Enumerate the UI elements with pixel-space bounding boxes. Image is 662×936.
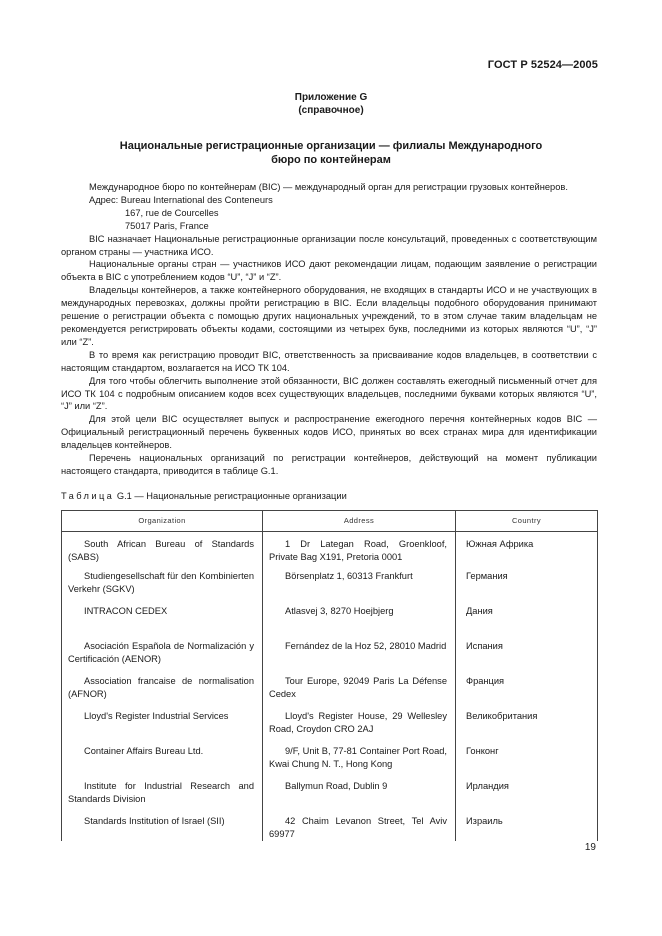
country-cell: Испания	[456, 640, 598, 675]
organization-cell: INTRACON CEDEX	[84, 606, 168, 616]
table-row	[62, 710, 598, 745]
paragraph: Для этой цели BIC осуществляет выпуск и распространение ежегодного перечня контейнерных кодов BIC — Официальный регистрационный перечень буквенных кодов ИСО, принятых во всех странах мира для идентификации владельцев контейнеров.	[61, 414, 597, 451]
address-cell: Fernández de la Hoz 52, 28010 Madrid	[285, 641, 447, 651]
organization-cell: Standards Institution of Israel (SII)	[84, 816, 225, 826]
organizations-table	[61, 510, 598, 841]
organization-cell: Lloyd's Register Industrial Services	[84, 711, 229, 721]
country-cell: Южная Африка	[456, 532, 598, 571]
table-row	[62, 745, 598, 780]
address-line: 75017 Paris, France	[125, 220, 209, 231]
organization-cell: Asociación Española de Normalización y Certificación (AENOR)	[68, 641, 254, 664]
country-cell: Гонконг	[456, 745, 598, 780]
organization-cell: Container Affairs Bureau Ltd.	[84, 746, 204, 756]
country-cell: Германия	[456, 570, 598, 605]
appendix-title-line-2: бюро по контейнерам	[271, 154, 391, 166]
country-cell: Израиль	[456, 815, 598, 841]
appendix-label: Приложение G	[294, 92, 368, 103]
table-row	[62, 570, 598, 605]
page-number: 19	[584, 842, 596, 853]
organization-cell: Institute for Industrial Research and Standards Division	[68, 781, 254, 804]
organization-cell: South African Bureau of Standards (SABS)	[68, 539, 254, 562]
table-row	[62, 815, 598, 841]
paragraph: Для того чтобы облегчить выполнение этой обязанности, BIC должен составлять ежегодный письменный отчет для ИСО ТК 104 с подробным описанием кодов всех существующих владельцев, последними буквами которых являются “U”, “J” или “Z”.	[61, 375, 597, 412]
organization-cell: Studiengesellschaft für den Kombinierten Verkehr (SGKV)	[68, 571, 254, 594]
paragraph: BIC назначает Национальные регистрационные организации после консультаций, проведенных с соответствующим органом страны — участника ИСО.	[61, 233, 597, 257]
address-cell: Lloyd's Register House, 29 Wellesley Road, Croydon CRO 2AJ	[269, 711, 447, 734]
paragraph: Международное бюро по контейнерам (BIC) — международный орган для регистрации грузовых контейнеров.	[89, 182, 568, 192]
organization-cell: Association francaise de normalisation (AFNOR)	[68, 676, 254, 699]
address-cell: Atlasvej 3, 8270 Hoejbjerg	[285, 606, 394, 616]
table-row	[62, 532, 598, 571]
address-cell: Tour Europe, 92049 Paris La Défense Cedex	[269, 676, 447, 699]
table-caption-text: G.1 — Национальные регистрационные организации	[116, 491, 347, 501]
body-text	[61, 181, 597, 478]
table-header-row	[62, 511, 598, 532]
address-cell: Ballymun Road, Dublin 9	[285, 781, 388, 791]
column-header-address: Address	[263, 511, 456, 532]
document-code: ГОСТ Р 52524—2005	[487, 59, 598, 71]
country-cell: Ирландия	[456, 780, 598, 815]
column-header-country: Country	[456, 511, 598, 532]
paragraph: В то время как регистрацию проводит BIC, ответственность за присваивание кодов владельцев, в соответствии с настоящим стандартом, возлагается на ИСО ТК 104.	[61, 349, 597, 373]
appendix-title-line-1: Национальные регистрационные организации — филиалы Международного	[119, 140, 543, 152]
appendix-note: (справочное)	[298, 105, 364, 116]
country-cell: Франция	[456, 675, 598, 710]
paragraph: Национальные органы стран — участников ИСО дают рекомендации лицам, подающим заявление о регистрации объекта в BIC с употреблением кодов “U”, “J” и “Z”.	[61, 259, 597, 283]
address-cell: 42 Chaim Levanon Street, Tel Aviv 69977	[269, 816, 447, 839]
paragraph: Владельцы контейнеров, а также контейнерного оборудования, не входящих в стандарты ИСО и не участвующих в международных перевозках, должны пройти регистрацию в BIC. Если владельцы подобного оборудования принимают решение о регистрации объекта с помощью других национальных учреждений, то в этом случае таким владельцам не рекомендуется регистрировать объекты кодами, состоящими из четырех букв, последними из которых являются “U”, “J” или “Z”.	[61, 285, 597, 347]
address-cell: Börsenplatz 1, 60313 Frankfurt	[285, 571, 413, 581]
table-row	[62, 675, 598, 710]
table-row	[62, 780, 598, 815]
address-cell: 9/F, Unit B, 77-81 Container Port Road, Kwai Chung N. T., Hong Kong	[269, 746, 447, 769]
table-row	[62, 640, 598, 675]
address-line: 167, rue de Courcelles	[125, 207, 219, 218]
table-caption-prefix: Таблица	[61, 491, 115, 501]
column-header-organization: Organization	[62, 511, 263, 532]
paragraph: Перечень национальных организаций по регистрации контейнеров, действующий на момент публикации настоящего стандарта, приводится в таблице G.1.	[61, 453, 597, 476]
address-cell: 1 Dr Lategan Road, Groenkloof, Private Bag X191, Pretoria 0001	[269, 539, 447, 562]
table-row	[62, 605, 598, 640]
table-caption	[61, 491, 347, 501]
address-line: Адрес: Bureau International des Conteneurs	[89, 194, 273, 205]
country-cell: Великобритания	[456, 710, 598, 745]
country-cell: Дания	[456, 605, 598, 640]
